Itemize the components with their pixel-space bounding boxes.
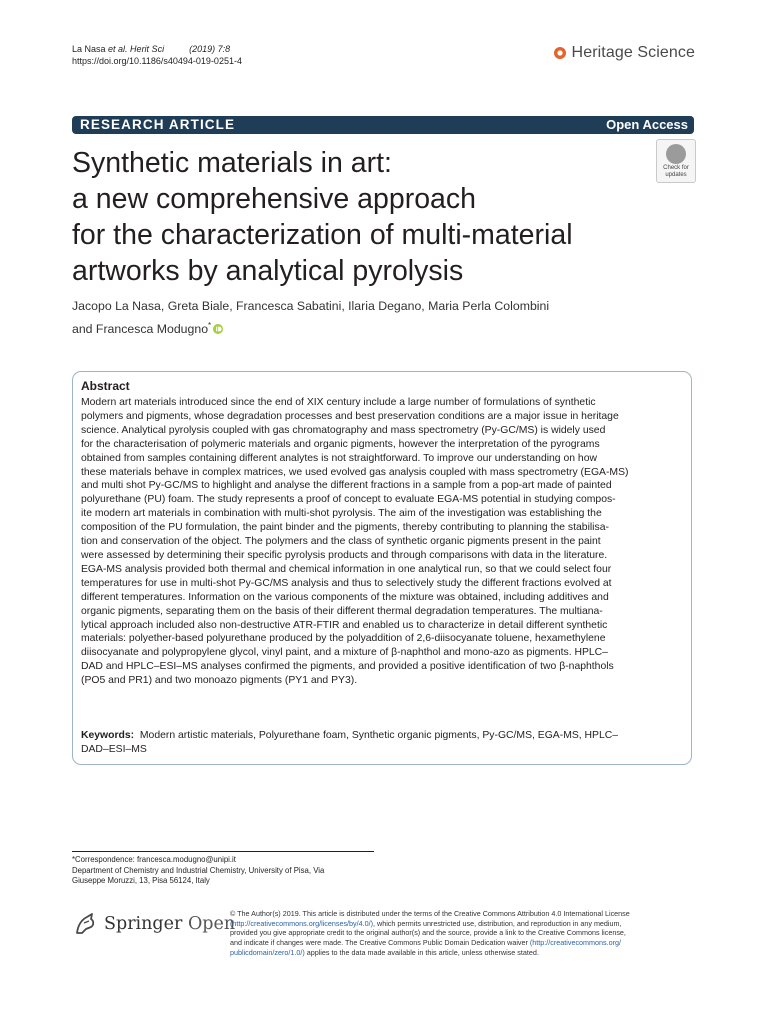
license-notice: [230, 909, 700, 958]
article-title: [72, 145, 642, 289]
author-line: Jacopo La Nasa, Greta Biale, Francesca Sabatini, Ilaria Degano, Maria Perla Colombini: [72, 299, 550, 313]
affiliation-line: Giuseppe Moruzzi, 13, Pisa 56124, Italy: [72, 876, 210, 886]
title-line: for the characterization of multi-material: [72, 219, 573, 251]
journal-name: Heritage Science: [571, 44, 695, 61]
abstract-line: Modern art materials introduced since the end of XIX century include a large number of formulations of synthetic: [81, 397, 596, 408]
title-line: a new comprehensive approach: [72, 183, 476, 215]
affiliation-line: Department of Chemistry and Industrial Chemistry, University of Pisa, Via: [72, 865, 325, 875]
abstract-heading: Abstract: [81, 379, 130, 393]
article-type-banner: [72, 116, 694, 134]
keywords-label: Keywords:: [81, 730, 135, 741]
abstract-line: these materials behave in complex matrices, we used evolved gas analysis coupled with mass spectrometry (EGA-MS): [81, 466, 629, 478]
springer-horse-icon: [72, 911, 98, 937]
abstract-line: DAD and HPLC–ESI–MS analyses confirmed the pigments, and provided a positive identification of two β-naphthols: [81, 661, 614, 673]
abstract-line: EGA-MS analysis provided both thermal and chemical information in one analytical run, so that we could select four: [81, 563, 612, 575]
abstract-line: temperatures for use in multi-shot Py-GC/MS analysis and thus to selectively study the different fractions evolved at: [81, 577, 612, 589]
abstract-line: were assessed by determining their specific pyrolysis products and through comparisons with data in the literature.: [81, 549, 608, 561]
correspondence-footnote: [72, 855, 372, 887]
abstract-line: for the characterisation of polymeric materials and organic pigments, however the interpretation of the pyrograms: [81, 438, 600, 450]
abstract-text: [81, 396, 687, 688]
license-link[interactable]: (http://creativecommons.org/licenses/by/4.0/): [230, 918, 374, 928]
springer-open-logo[interactable]: [72, 911, 235, 937]
abstract-line: materials: polyether-based polyurethane produced by the polyaddition of 2,6-diisocyanate toluene, hexamethylene: [81, 633, 606, 645]
abstract-line: polymers and pigments, whose degradation processes and best preservation conditions are a major issue in heritage: [81, 410, 619, 422]
abstract-line: obtained from samples containing different analytes is not straightforward. To improve our understanding on how: [81, 452, 597, 464]
keywords-line: DAD–ESI–MS: [81, 744, 147, 755]
correspondence-email[interactable]: *Correspondence: francesca.modugno@unipi.it: [72, 855, 236, 864]
license-line: and indicate if changes were made. The Creative Commons Public Domain Dedication waiver (http://creativecommons.org/: [230, 938, 621, 948]
open-access-badge: Open Access: [600, 116, 694, 134]
author-list: [72, 297, 692, 339]
abstract-line: ite modern art materials in combination with multi-shot pyrolysis. The aim of the investigation was establishing the: [81, 508, 602, 520]
author-line: and Francesca Modugno*: [72, 316, 692, 339]
orcid-icon[interactable]: [213, 324, 223, 334]
springer-name: Springer Open: [104, 914, 236, 934]
keywords: [81, 729, 687, 757]
doi-link[interactable]: https://doi.org/10.1186/s40494-019-0251-4: [72, 56, 242, 66]
heritage-science-logo-icon: [553, 46, 567, 60]
abstract-line: diisocyanate and polypropylene glycol, vinyl paint, and a mixture of β-naphthol and mono-azo as pigments. HPLC–: [81, 647, 608, 659]
abstract-line: lytical approach included also non-destructive ATR-FTIR and enabled us to characterize in detail different synthetic: [81, 619, 608, 631]
citation-line: [72, 43, 242, 55]
keywords-line: Keywords: Modern artistic materials, Polyurethane foam, Synthetic organic pigments, Py-GC/MS, EGA-MS, HPLC–: [81, 730, 619, 741]
title-line: Synthetic materials in art:: [72, 147, 392, 179]
license-line: provided you give appropriate credit to the original author(s) and the source, provide a link to the Creative Commons license,: [230, 928, 626, 938]
abstract-line: organic pigments, separating them on the basis of their different thermal degradation temperatures. The multiana-: [81, 605, 603, 617]
check-updates-label: Check for updates: [663, 165, 689, 178]
abstract-line: science. Analytical pyrolysis coupled with gas chromatography and mass spectrometry (Py-GC/MS) is widely used: [81, 424, 606, 436]
title-line: artworks by analytical pyrolysis: [72, 255, 464, 287]
public-domain-link[interactable]: (http://creativecommons.org/: [529, 938, 621, 948]
check-updates-icon: [666, 144, 686, 164]
journal-brand[interactable]: [553, 43, 695, 63]
abstract-line: different temperatures. Information on the various components of the mixture was obtained, including additives and: [81, 591, 609, 603]
license-line: © The Author(s) 2019. This article is distributed under the terms of the Creative Commons Attribution 4.0 International License: [230, 909, 630, 918]
check-for-updates-button[interactable]: [656, 139, 696, 183]
corresponding-mark: *: [208, 321, 212, 330]
article-type-label: RESEARCH ARTICLE: [80, 117, 236, 132]
citation-year: (2019) 7:8: [189, 44, 231, 54]
abstract-line: (PO5 and PR1) and two monoazo pigments (PY1 and PY3).: [81, 675, 358, 687]
public-domain-link-cont[interactable]: publicdomain/zero/1.0/): [230, 947, 305, 957]
abstract-line: composition of the PU formulation, the paint binder and the pigments, thereby contributing to planning the stabilisa-: [81, 522, 609, 534]
footnote-divider: [72, 851, 374, 852]
abstract-line: and multi shot Py-GC/MS to highlight and analyse the different fractions in a sample from a pop-art made of painted: [81, 480, 612, 492]
license-line: (http://creativecommons.org/licenses/by/4.0/), which permits unrestricted use, distribution, and reproduction in any medium,: [230, 918, 622, 928]
abstract-line: tion and conservation of the object. The polymers and the class of synthetic organic pigments present in the paint: [81, 536, 601, 548]
citation-authors: La Nasa: [72, 44, 106, 54]
abstract-line: polyurethane (PU) foam. The study represents a proof of concept to evaluate EGA-MS potential in studying compos-: [81, 494, 616, 506]
license-line: publicdomain/zero/1.0/) applies to the data made available in this article, unless otherwise stated.: [230, 947, 539, 957]
citation-block: [72, 43, 242, 67]
citation-journal: et al. Herit Sci: [108, 44, 165, 54]
